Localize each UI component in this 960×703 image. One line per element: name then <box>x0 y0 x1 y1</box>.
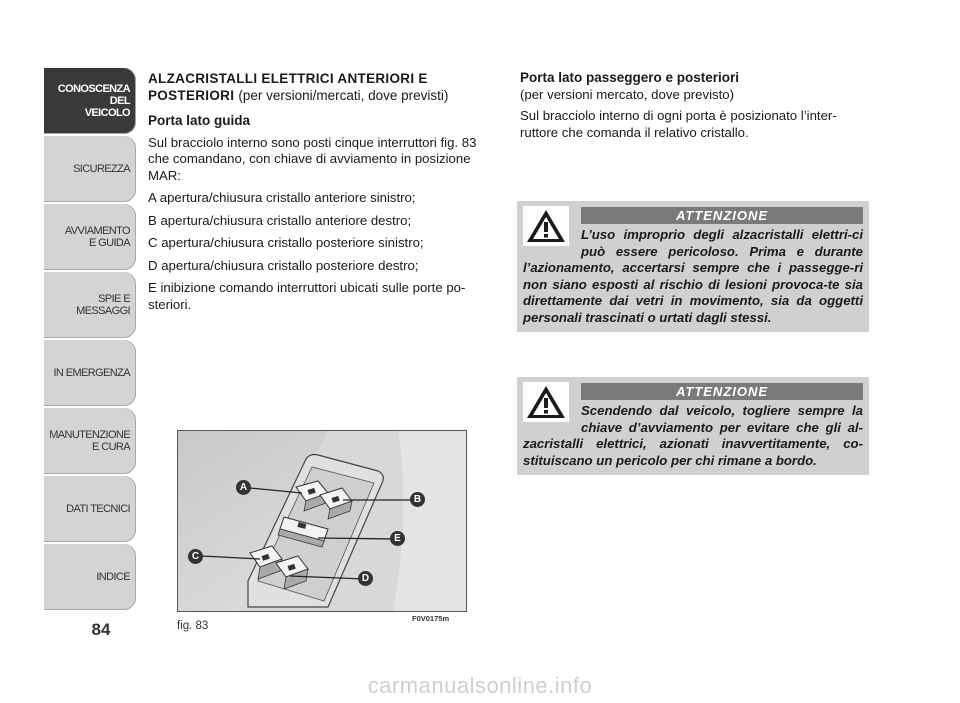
warning-header: ATTENZIONE <box>581 207 863 224</box>
tab-label: DATI TECNICI <box>66 503 130 515</box>
tab-indice[interactable] <box>44 544 136 610</box>
tab-label: MANUTENZIONE E CURA <box>49 429 130 453</box>
window-switch-figure <box>177 430 467 612</box>
page-number: 84 <box>91 620 111 639</box>
list-item: C apertura/chiusura cristallo posteriore sinistro; <box>148 235 424 250</box>
list-item: A apertura/chiusura cristallo anteriore sinistro; <box>148 190 416 205</box>
warning-text: Scendendo dal veicolo, togliere sempre la chiave d’avviamento per evitare che gli al-zacristalli elettrici, azionati inavvertitamente, co-stituiscano un pericolo per chi rimane a bordo. <box>523 403 863 468</box>
label-c: C <box>188 549 203 564</box>
figure-caption: fig. 83 <box>177 620 209 632</box>
subsection-title: Porta lato passeggero e posteriori <box>520 70 740 85</box>
warning-header: ATTENZIONE <box>581 383 863 400</box>
tab-sicurezza[interactable] <box>44 136 136 202</box>
label-e: E <box>390 531 405 546</box>
tab-in-emergenza[interactable] <box>44 340 136 406</box>
label-b: B <box>410 492 425 507</box>
label-a: A <box>236 480 251 495</box>
warning-box <box>517 377 869 475</box>
section-title <box>148 70 496 104</box>
warning-box <box>517 201 869 332</box>
figure-code: F0V0175m <box>412 614 450 623</box>
right-column <box>520 70 870 141</box>
paragraph: Sul bracciolo interno di ogni porta è posizionato l’inter-ruttore che comanda il relativo cristallo. <box>520 108 837 140</box>
watermark: carmanualsonline.info <box>367 673 593 698</box>
tab-label: IN EMERGENZA <box>53 367 130 379</box>
warning-triangle-icon <box>523 206 569 246</box>
list-item: B apertura/chiusura cristallo anteriore destro; <box>148 212 412 228</box>
tab-avviamento-e-guida[interactable] <box>44 204 136 270</box>
warning-triangle-icon <box>523 382 569 422</box>
tab-dati-tecnici[interactable] <box>44 476 136 542</box>
list-item: E inibizione comando interruttori ubicati sulle porte po-steriori. <box>148 280 466 312</box>
subsection-title: Porta lato guida <box>148 113 251 128</box>
tab-label: AVVIAMENTO E GUIDA <box>64 225 130 249</box>
left-column <box>148 70 496 319</box>
window-switch-illustration <box>178 431 467 612</box>
list-item: D apertura/chiusura cristallo posteriore destro; <box>148 257 419 273</box>
tab-label: INDICE <box>96 571 130 583</box>
tab-label: SICUREZZA <box>73 163 130 175</box>
tab-spie-e-messaggi[interactable] <box>44 272 136 338</box>
intro-paragraph: Sul bracciolo interno sono posti cinque interruttori fig. 83 che comandano, con chiave di avviamento in posizione MAR: <box>148 134 477 183</box>
title-text: ALZACRISTALLI ELETTRICI ANTERIORI E POSTERIORI <box>148 71 428 103</box>
label-d: D <box>358 571 373 586</box>
warning-text: L’uso improprio degli alzacristalli elettri-ci può essere pericoloso. Prima e durante l’azionamento, accertarsi sempre che i passegge-ri non siano esposti al rischio di lesioni provoca-te sia direttamente dai vetri in movimento, sia da oggetti personali trascinati o urtati dagli stessi. <box>523 227 863 325</box>
subsection-subtitle: (per versioni mercato, dove previsto) <box>520 86 735 102</box>
tab-label: SPIE E MESSAGGI <box>76 293 130 317</box>
title-subtext: (per versioni/mercati, dove previsti) <box>238 88 449 103</box>
tab-manutenzione-e-cura[interactable] <box>44 408 136 474</box>
tab-conoscenza-del-veicolo[interactable] <box>44 68 136 134</box>
tab-label: CONOSCENZA DEL VEICOLO <box>57 83 130 119</box>
